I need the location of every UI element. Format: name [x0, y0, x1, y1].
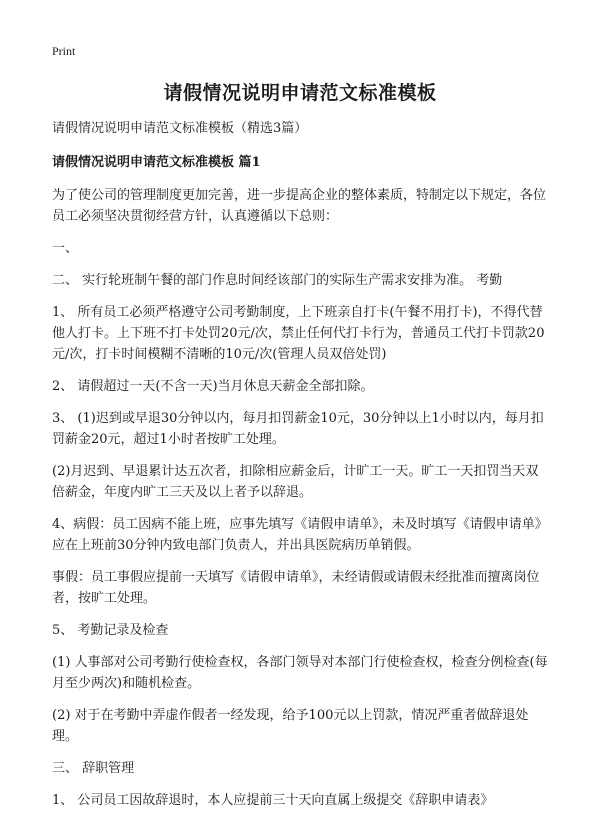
- paragraph: 5、 考勤记录及检查: [52, 623, 169, 638]
- paragraph: 2、 请假超过一天(不含一天)当月休息天薪金全部扣除。: [52, 379, 374, 394]
- page-title: 请假情况说明申请范文标准模板: [163, 82, 437, 104]
- print-label[interactable]: Print: [52, 44, 76, 58]
- paragraph: 1、 所有员工必须严格遵守公司考勤制度，上下班亲自打卡(午餐不用打卡)，不得代替他人打卡。上下班不打卡处罚20元/次，禁止任何代打卡行为，普通员工代打卡罚款20元/次，打卡时间模糊不清晰的10元/次(管理人员双倍处罚): [52, 305, 545, 362]
- paragraph: 一、: [52, 241, 79, 256]
- paragraph: 1、 公司员工因故辞退时，本人应提前三十天向直属上级提交《辞职申请表》: [52, 793, 494, 808]
- subtitle: 请假情况说明申请范文标准模板（精选3篇）: [52, 121, 308, 136]
- paragraph: 4、病假：员工因病不能上班，应事先填写《请假申请单》，未及时填写《请假申请单》应在上班前30分钟内致电部门负责人，并出具医院病历单销假。: [52, 517, 548, 553]
- paragraph: (1) 人事部对公司考勤行使检查权，各部门领导对本部门行使检查权，检查分例检查(每月至少两次)和随机检查。: [52, 655, 548, 691]
- document-body: [52, 118, 550, 821]
- paragraph: 3、 (1)迟到或早退30分钟以内，每月扣罚薪金10元，30分钟以上1小时以内，每月扣罚薪金20元，超过1小时者按旷工处理。: [52, 411, 544, 447]
- paragraph: (2)月迟到、早退累计达五次者，扣除相应薪金后，计旷工一天。旷工一天扣罚当天双倍薪金，年度内旷工三天及以上者予以辞退。: [52, 464, 539, 500]
- section-title: 请假情况说明申请范文标准模板 篇1: [52, 155, 261, 170]
- paragraph: 三、 辞职管理: [52, 761, 135, 776]
- paragraph: 为了使公司的管理制度更加完善，进一步提高企业的整体素质，特制定以下规定，各位员工必须坚决贯彻经营方针，认真遵循以下总则：: [52, 188, 547, 224]
- paragraph: (2) 对于在考勤中弄虚作假者一经发现，给予100元以上罚款，情况严重者做辞退处理。: [52, 708, 529, 744]
- paragraph: 事假：员工事假应提前一天填写《请假申请单》，未经请假或请假未经批准而擅离岗位者，按旷工处理。: [52, 570, 540, 606]
- paragraph: 二、 实行轮班制午餐的部门作息时间经该部门的实际生产需求安排为准。 考勤: [52, 273, 503, 288]
